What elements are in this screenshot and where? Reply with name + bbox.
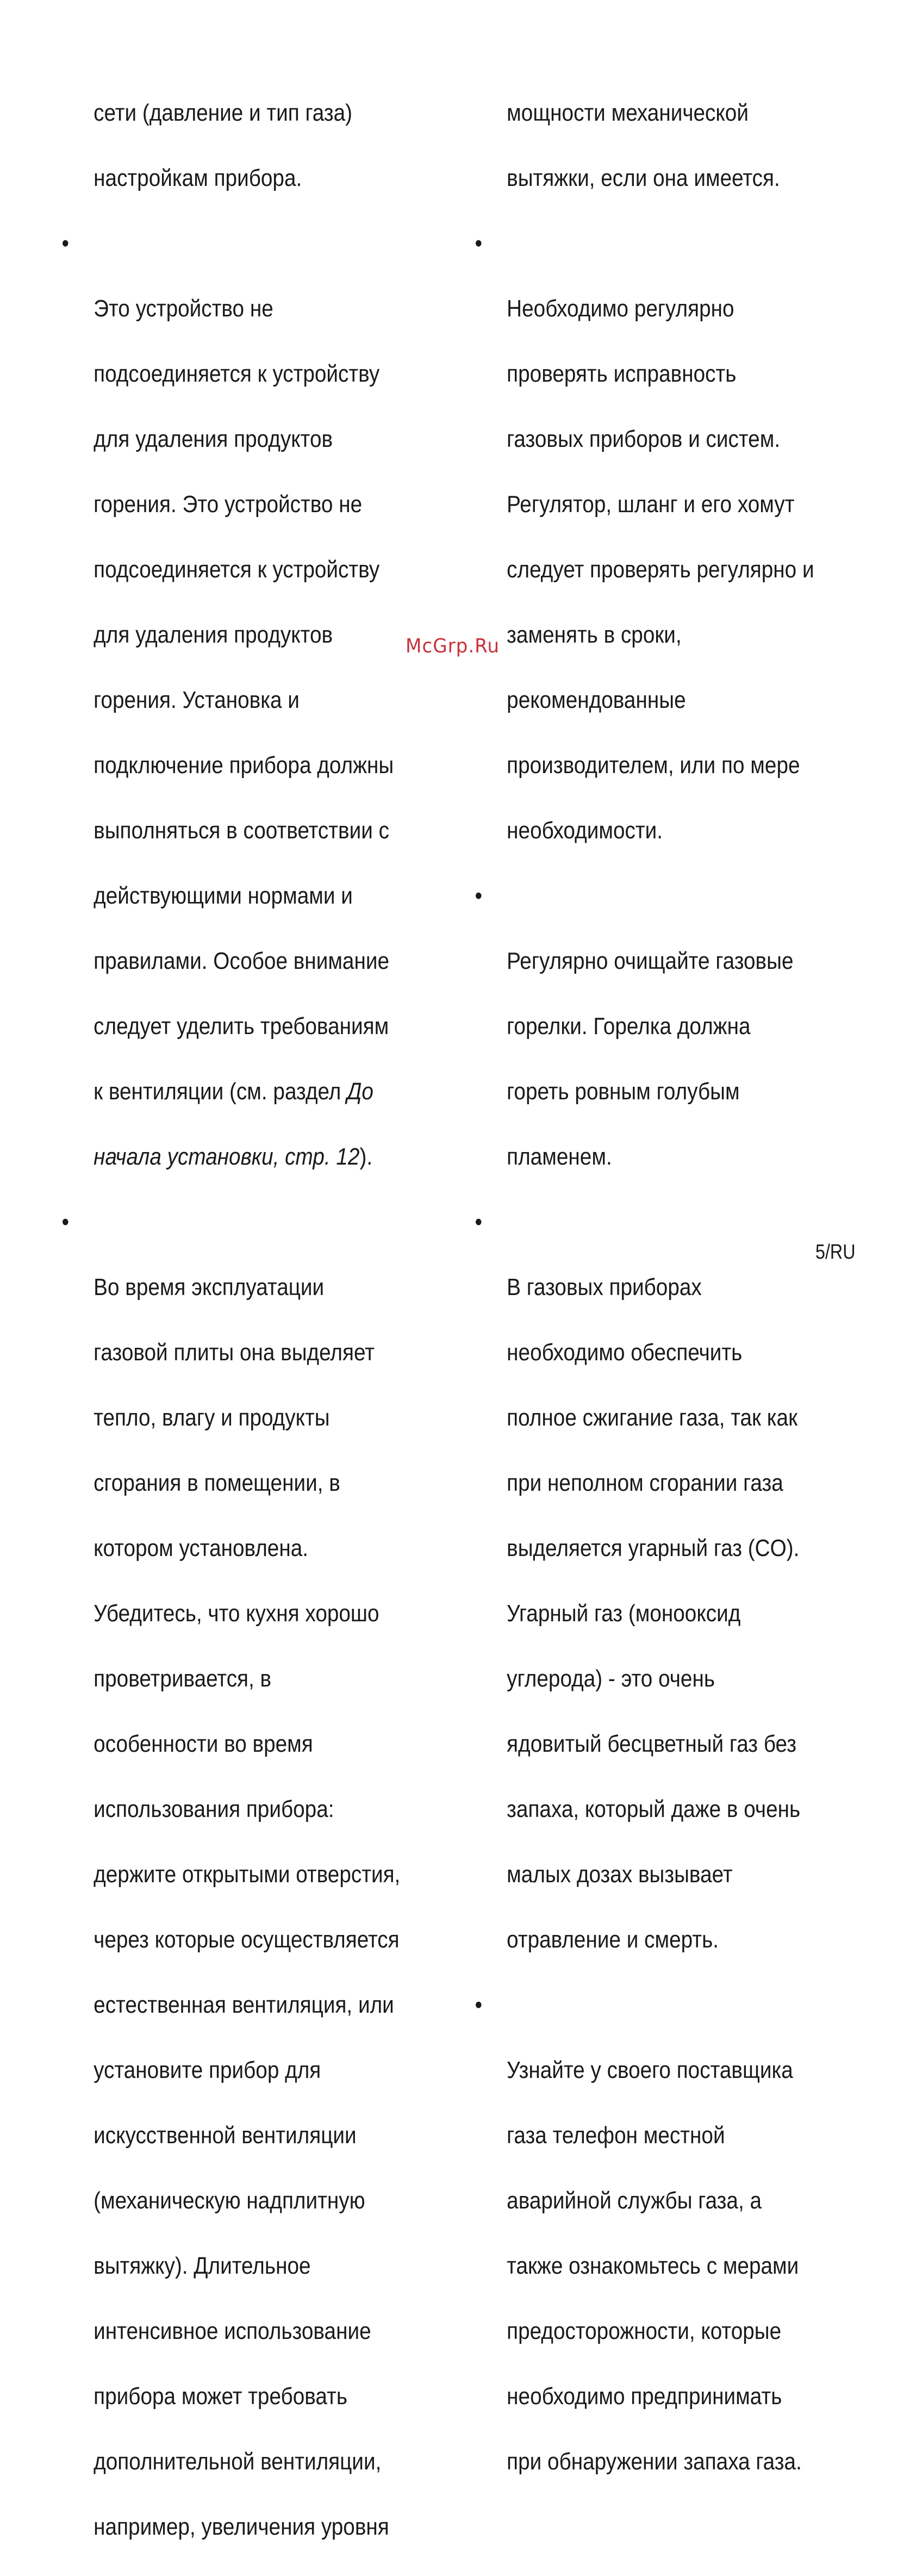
text-line: тепло, влагу и продукты [94,1404,330,1431]
right-column [468,64,831,2511]
text-line: установите прибор для [94,2057,321,2083]
text-line: заменять в сроки, [507,621,682,648]
text-line: интенсивное использование [94,2318,371,2344]
section-reference-line [94,1075,403,1108]
text-line: настройкам прибора. [94,165,302,191]
text-line: горения. Это устройство не [94,491,363,518]
text-line: проверять исправность [507,360,737,387]
text-line: аварийной службы газа, а [507,2187,762,2214]
left-intro-paragraph [54,64,403,227]
text-line: при обнаружении запаха газа. [507,2448,802,2475]
text-line: подсоединяется к устройству [94,360,380,387]
text-line: держите открытыми отверстия, [94,1861,401,1888]
bullet-icon: • [61,230,70,257]
section-reference-line [94,1141,403,1173]
text-line: (механическую надплитную [94,2187,365,2214]
text-line: Во время эксплуатации [94,1274,325,1301]
text-line: Необходимо регулярно [507,295,734,322]
text-line: выделяется угарный газ (CO). [507,1535,800,1561]
text-line: пламенем. [507,1143,612,1170]
text-line: запаха, который даже в очень [507,1796,801,1822]
text-line: вытяжки, если она имеется. [507,165,780,191]
text-line: также ознакомьтесь с мерами [507,2253,799,2279]
text-line: следует проверять регулярно и [507,556,814,583]
bullet-icon: • [475,1209,483,1235]
text-line: действующими нормами и [94,882,353,909]
text-line: сети (давление и тип газа) [94,99,353,126]
section-reference-link-part2: начала установки, стр. 12 [94,1143,360,1170]
text-line: подсоединяется к устройству [94,556,380,583]
text-line: подключение прибора должны [94,752,394,779]
text-line: естественная вентиляция, или [94,1992,394,2018]
text-line: газа телефон местной [507,2122,725,2149]
text-line: необходимости. [507,817,663,844]
text-line: В газовых приборах [507,1274,702,1301]
bullet-icon: • [61,1209,70,1235]
text-line: рекомендованные [507,687,686,713]
text-line: правилами. Особое внимание [94,948,390,974]
right-bullet-item-4 [468,1989,831,2511]
text-line: предосторожности, которые [507,2318,782,2344]
text-line: ядовитый бесцветный газ без [507,1731,796,1757]
text-line: отравление и смерть. [507,1926,719,1953]
text-line: например, увеличения уровня [94,2513,389,2540]
text-line: Убедитесь, что кухня хорошо [94,1600,379,1627]
right-bullet-item-2 [468,880,831,1206]
text-line: малых дозах вызывает [507,1861,733,1888]
text-line: Это устройство не [94,295,273,322]
text-line: для удаления продуктов [94,621,333,648]
bullet-icon: • [475,882,483,909]
text-line: необходимо обеспечить [507,1339,743,1366]
text-line: гореть ровным голубым [507,1078,740,1105]
text-line: газовых приборов и систем. [507,426,781,452]
text-line: Регулярно очищайте газовые [507,948,794,974]
ref-prefix: к вентиляции (см. раздел [94,1078,347,1105]
text-line: горелки. Горелка должна [507,1013,751,1040]
text-line: Угарный газ (монооксид [507,1600,741,1627]
left-bullet-item-2 [54,1206,403,2576]
watermark: McGrp.Ru [406,635,500,657]
text-line: Узнайте у своего поставщика [507,2057,793,2083]
right-bullet-item-3 [468,1206,831,1989]
text-line: полное сжигание газа, так как [507,1404,798,1431]
text-line: выполняться в соответствии с [94,817,389,844]
section-reference-link-part1: До [347,1078,373,1105]
right-bullet-item-1 [468,227,831,880]
text-line: мощности механической [507,99,749,126]
text-line: искусственной вентиляции [94,2122,357,2149]
left-bullet-item-1 [54,227,403,1206]
bullet-icon: • [475,1992,483,2018]
text-line: горения. Установка и [94,687,300,713]
ref-suffix: ). [359,1143,373,1170]
text-line: газовой плиты она выделяет [94,1339,375,1366]
text-line: через которые осуществляется [94,1926,400,1953]
text-line: сгорания в помещении, в [94,1470,340,1496]
text-line: проветривается, в [94,1665,272,1692]
text-line: следует уделить требованиям [94,1013,389,1040]
right-intro-paragraph [468,64,831,227]
text-line: использования прибора: [94,1796,334,1822]
text-line: производителем, или по мере [507,752,800,779]
page-number: 5/RU [815,1241,856,1264]
text-line: при неполном сгорании газа [507,1470,783,1496]
text-line: углерода) - это очень [507,1665,715,1692]
text-line: Регулятор, шланг и его хомут [507,491,795,518]
text-line: вытяжку). Длительное [94,2253,311,2279]
text-line: прибора может требовать [94,2383,347,2410]
text-line: необходимо предпринимать [507,2383,782,2410]
bullet-icon: • [475,230,483,257]
text-line: для удаления продуктов [94,426,333,452]
text-line: котором установлена. [94,1535,309,1561]
text-line: особенности во время [94,1731,313,1757]
left-column [54,64,403,2576]
text-line: дополнительной вентиляции, [94,2448,382,2475]
